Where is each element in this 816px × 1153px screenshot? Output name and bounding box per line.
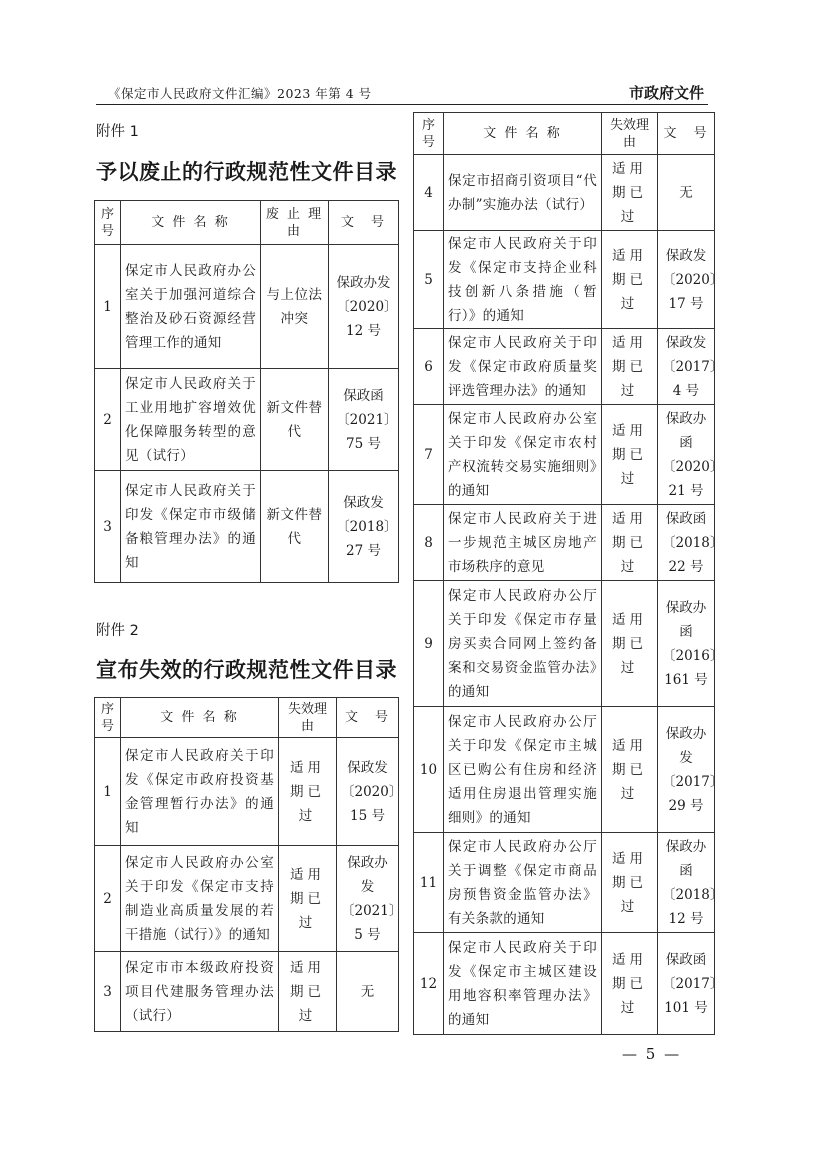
page-number: — 5 — [622,1045,682,1063]
row-reason: 适用期已过 [602,155,658,231]
row-no: 1 [95,245,121,369]
table-header-row [414,113,715,155]
table-header-row [95,698,399,738]
col-header-reason: 废 止 理 由 [261,201,329,245]
continued-table [413,112,724,1035]
row-no: 3 [95,952,121,1032]
row-no: 9 [414,581,444,707]
col-header-no: 序号 [414,113,444,155]
col-header-doc: 文 号 [329,201,399,245]
row-doc: 无 [337,952,399,1032]
row-reason: 适用期已过 [602,329,658,405]
row-no: 6 [414,329,444,405]
row-no: 3 [95,471,121,583]
row-reason: 适用期已过 [602,231,658,329]
col-header-no: 序号 [95,698,121,738]
row-reason: 适用期已过 [602,707,658,833]
row-reason: 适用期已过 [602,833,658,933]
table-row [95,471,399,583]
row-doc: 保政办发〔2020〕12 号 [329,245,399,369]
row-doc: 保政函〔2018〕22 号 [658,505,715,581]
row-doc: 保政函〔2017〕101 号 [658,933,715,1035]
row-no: 11 [414,833,444,933]
table-row [95,846,399,952]
row-name: 保定市市本级政府投资项目代建服务管理办法（试行） [121,952,279,1032]
row-reason: 适用期已过 [602,505,658,581]
table-row [414,833,715,933]
row-name: 保定市人民政府办公厅关于印发《保定市存量房买卖合同网上签约备案和交易资金监管办法》的通知 [444,581,602,707]
row-no: 7 [414,405,444,505]
row-doc: 保政发〔2017〕4 号 [658,329,715,405]
row-reason: 适用期已过 [602,933,658,1035]
row-no: 2 [95,846,121,952]
attachment2-label: 附件 2 [96,623,139,639]
row-no: 8 [414,505,444,581]
table-row [95,738,399,846]
attachment1-title: 予以废止的行政规范性文件目录 [96,160,397,184]
row-no: 5 [414,231,444,329]
table-row [95,952,399,1032]
row-reason: 与上位法冲突 [261,245,329,369]
row-name: 保定市人民政府办公室关于印发《保定市支持制造业高质量发展的若干措施（试行）》的通知 [121,846,279,952]
table-row [414,581,715,707]
attachment1-table [94,200,399,583]
row-name: 保定市人民政府办公厅关于印发《保定市主城区已购公有住房和经济适用住房退出管理实施细则》的通知 [444,707,602,833]
row-doc: 保政函〔2021〕75 号 [329,369,399,471]
row-no: 4 [414,155,444,231]
row-name: 保定市人民政府关于印发《保定市主城区建设用地容积率管理办法》的通知 [444,933,602,1035]
table-row [414,707,715,833]
row-no: 12 [414,933,444,1035]
table-header-row [95,201,399,245]
row-reason: 适用期已过 [279,846,337,952]
col-header-no: 序号 [95,201,121,245]
row-doc: 保政发〔2020〕15 号 [337,738,399,846]
row-name: 保定市人民政府关于印发《保定市市级储备粮管理办法》的通知 [121,471,261,583]
row-doc: 保政办发〔2017〕29 号 [658,707,715,833]
row-reason: 适用期已过 [602,405,658,505]
attachment2-table [94,697,403,1032]
col-header-name: 文 件 名 称 [121,201,261,245]
row-doc: 保政办发〔2021〕5 号 [337,846,399,952]
row-no: 1 [95,738,121,846]
table-row [414,405,715,505]
row-doc: 保政办函〔2018〕12 号 [658,833,715,933]
header-divider [96,104,708,105]
running-header-section: 市政府文件 [628,84,704,102]
row-reason: 适用期已过 [279,738,337,846]
running-header-title: 《保定市人民政府文件汇编》2023 年第 4 号 [108,86,372,101]
row-reason: 适用期已过 [279,952,337,1032]
row-doc: 保政办函〔2016〕161 号 [658,581,715,707]
col-header-reason: 失效理由 [279,698,337,738]
row-no: 10 [414,707,444,833]
row-name: 保定市人民政府关于工业用地扩容增效优化保障服务转型的意见（试行） [121,369,261,471]
table-row [414,155,715,231]
row-doc: 保政发〔2020〕17 号 [658,231,715,329]
row-name: 保定市人民政府关于印发《保定市政府质量奖评选管理办法》的通知 [444,329,602,405]
col-header-doc: 文 号 [658,113,715,155]
row-name: 保定市人民政府办公厅关于调整《保定市商品房预售资金监管办法》有关条款的通知 [444,833,602,933]
row-reason: 新文件替代 [261,369,329,471]
row-name: 保定市人民政府办公室关于加强河道综合整治及砂石资源经营管理工作的通知 [121,245,261,369]
col-header-reason: 失效理由 [602,113,658,155]
row-doc: 保政办函〔2020〕21 号 [658,405,715,505]
row-reason: 新文件替代 [261,471,329,583]
col-header-name: 文 件 名 称 [444,113,602,155]
col-header-name: 文 件 名 称 [121,698,279,738]
table-row [414,505,715,581]
col-header-doc: 文 号 [337,698,399,738]
row-name: 保定市人民政府关于印发《保定市支持企业科技创新八条措施（暂行）》的通知 [444,231,602,329]
attachment1-label: 附件 1 [96,124,139,140]
attachment2-title: 宣布失效的行政规范性文件目录 [96,658,397,682]
row-name: 保定市招商引资项目“代办制”实施办法（试行） [444,155,602,231]
row-doc: 无 [658,155,715,231]
row-doc: 保政发〔2018〕27 号 [329,471,399,583]
table-row [414,329,715,405]
row-name: 保定市人民政府办公室关于印发《保定市农村产权流转交易实施细则》的通知 [444,405,602,505]
table-row [414,231,715,329]
row-no: 2 [95,369,121,471]
row-name: 保定市人民政府关于进一步规范主城区房地产市场秩序的意见 [444,505,602,581]
table-row [95,369,399,471]
table-row [414,933,715,1035]
row-name: 保定市人民政府关于印发《保定市政府投资基金管理暂行办法》的通知 [121,738,279,846]
table-row [95,245,399,369]
row-reason: 适用期已过 [602,581,658,707]
